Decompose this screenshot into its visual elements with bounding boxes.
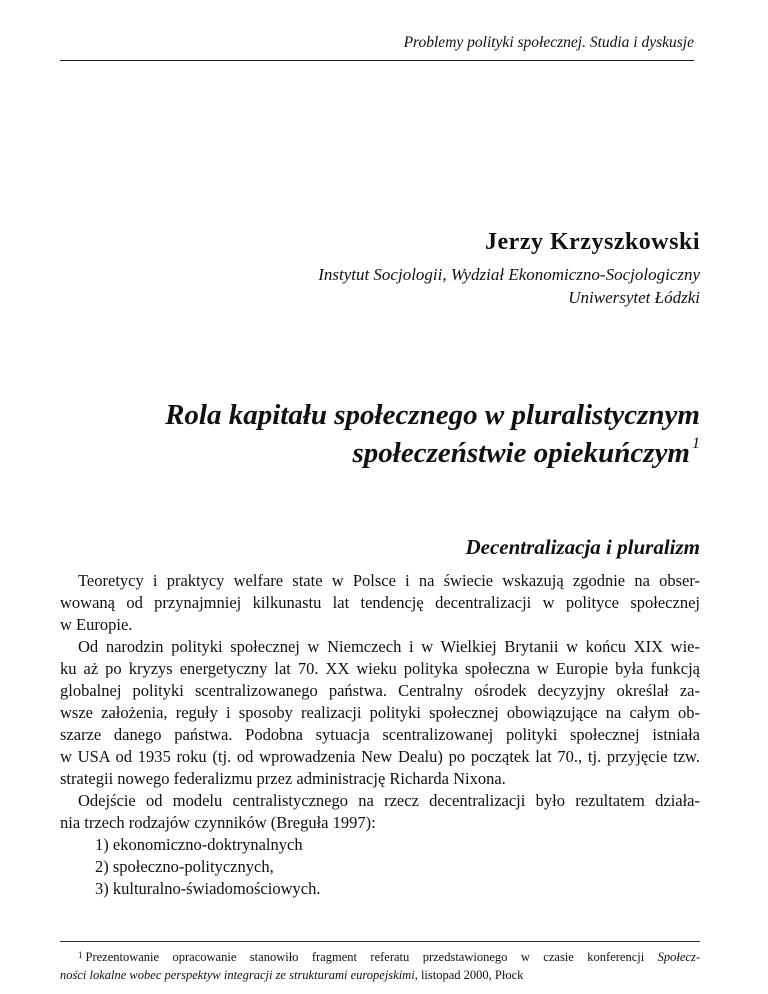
body-line: wowaną od przynajmniej kilkunastu lat tendencję decentralizacji w polityce społecznej [60,593,700,612]
header-rule [60,60,694,61]
article-title-line-1: Rola kapitału społecznego w pluralistycznym [165,399,700,431]
body-line: ku aż po kryzys energetyczny lat 70. XX wieku polityka społeczna w Europie była funkcją [60,659,700,678]
body-line: Teoretycy i praktycy welfare state w Polsce i na świecie wskazują zgodnie na obser- [78,571,700,590]
footnote-line-2 [60,968,700,983]
body-line: Odejście od modelu centralistycznego na rzecz decentralizacji było rezultatem działa- [78,791,700,810]
body-line: w Europie. [60,615,133,634]
body-line: wsze założenia, reguły i sposoby realizacji polityki społecznej obowiązujące na całym ob- [60,703,700,722]
body-line: globalnej polityki scentralizowanego państwa. Centralny ośrodek decyzyjny określał za- [60,681,700,700]
footnote-mark: 1 [78,950,83,960]
list-item: 3) kulturalno-świadomościowych. [95,879,321,898]
affiliation-line-2: Uniwersytet Łódzki [568,288,700,307]
article-title-text: społeczeństwie opiekuńczym [352,437,690,469]
list-item: 1) ekonomiczno-doktrynalnych [95,835,303,854]
footnote-text: Prezentowanie opracowanie stanowiło fragment referatu przedstawionego w czasie konferencji [85,950,658,964]
body-line: w USA od 1935 roku (tj. od wprowadzenia New Dealu) po początek lat 70., tj. przyjęcie tzw. [60,747,700,766]
footnote-italic: Społecz- [657,950,700,964]
footnote-line-1 [60,950,700,965]
list-item: 2) społeczno-politycznych, [95,857,274,876]
body-line: Od narodzin polityki społecznej w Niemczech i w Wielkiej Brytanii w końcu XIX wie- [78,637,700,656]
running-header: Problemy polityki społecznej. Studia i dyskusje [403,34,694,51]
section-heading: Decentralizacja i pluralizm [465,535,700,559]
title-footnote-mark: 1 [692,435,700,452]
affiliation-line-1: Instytut Socjologii, Wydział Ekonomiczno-Socjologiczny [318,265,700,284]
footnote-rule [60,941,700,942]
footnote-text: , listopad 2000, Płock [414,968,524,982]
body-line: nia trzech rodzajów czynników (Breguła 1997): [60,813,376,832]
article-title-line-2 [0,437,700,470]
footnote-italic: ności lokalne wobec perspektyw integracji ze strukturami europejskimi [60,968,415,982]
author-name: Jerzy Krzyszkowski [485,229,700,255]
body-line: strategii nowego federalizmu przez administrację Richarda Nixona. [60,769,506,788]
body-line: szarze danego państwa. Podobna sytuacja scentralizowanej polityki społecznej istniała [60,725,700,744]
